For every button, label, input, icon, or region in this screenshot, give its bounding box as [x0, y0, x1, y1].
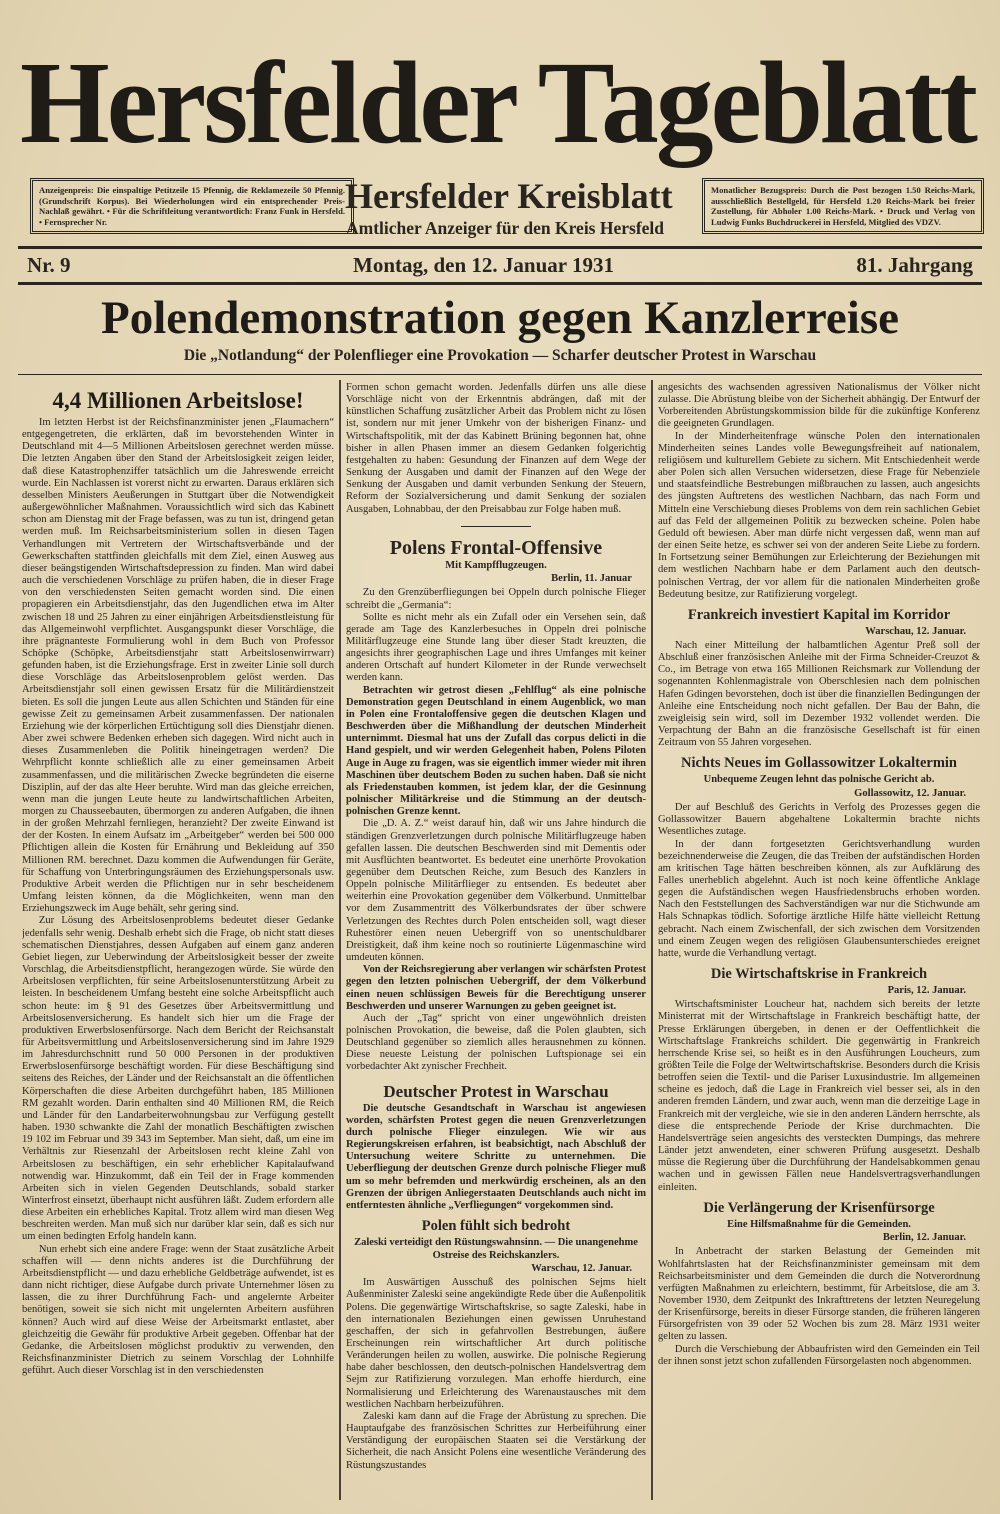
column-divider	[339, 380, 341, 1500]
article-title: Nichts Neues im Gollassowitzer Lokaltermin	[680, 755, 957, 772]
article-paragraph: Zu den Grenzüberfliegungen bei Oppeln durch polnische Flieger schreibt die „Germania“:	[346, 587, 646, 611]
masthead-subtitle-block	[345, 176, 673, 240]
article-paragraph: In Anbetracht der starken Belastung der Gemeinden mit Wohlfahrtslasten hat der Reichsfinanzminister gemeinsam mit dem Reichsarbeitsminister und dem Gemeinden die durch die Notverordnung verfügten Maßnahmen zu erleichtern, bestimmt, für Arbeitslose, die am 3. November 1930, dem Zeitpunkt des Inkrafttretens der letzten Neuregelung der Krisenfürsorge, bereits in dieser Fürsorge standen, die früheren längeren Fürsorgefristen von 39 oder 52 Wochen bis zum 28. März 1931 weiter gelten zu lassen.	[658, 1246, 980, 1343]
article-paragraph: Im letzten Herbst ist der Reichsfinanzminister jenen „Flaumachern“ entgegengetreten, die erklärten, daß im bevorstehenden Winter in Deutschland mit 4—5 Millionen Arbeitslosen gerechnet werden müsse. Die letzten Angaben über den Stand der Arbeitslosigkeit zeigen leider, daß diese Katastrophenziffer tatsächlich um die Jahreswende erreicht wurde. Ein Nachlassen ist vorerst nicht zu erwarten. Daraus erklären sich desselben Ministers Aeußerungen in Stuttgart über die Notwendigkeit außergewöhnlicher Maßnahmen. Voraussichtlich wird sich das Kabinett schon am Dienstag mit der Frage befassen, was zu tun ist, dringend getan werden muß. Im Reichsarbeitsministerium sollen in diesen Tagen Verhandlungen mit Vertretern der Wirtschaftsverbände und der Gewerkschaften stattfinden gleichfalls mit dem Ziel, einen Ausweg aus dieser beängstigenden Wirtschaftsdepression zu finden. Man wird dabei auch die verschiedenen Vorschläge zu prüfen haben, die in dieser Frage von den verschiedensten Seiten gemacht worden sind. Die einen propagieren ein Arbeitsdienstjahr, das den Jugendlichen etwa im Alter zwischen 18 und 25 Jahren zu einer einjährigen Arbeitsdienstleistung für das Allgemeinwohl verpflichtet. Ausgangspunkt dieser Vorschläge, die ihre prägnanteste Formulierung wohl in dem Buch von Professor Schöpke (Schöpke, Arbeitsdienstjahr statt Arbeitslosenwirrwarr) gefunden haben, ist die Erziehungsfrage. Erst in zweiter Linie soll durch diese Vorschläge das Arbeitslosenproblem gelöst werden. Das Arbeitsdienstjahr soll einen gewissen Ersatz für die Militärdienstzeit bieten. Es soll die jungen Leute aus allen Schichten und Ständen für eine gewisse Zeit zu gemeinsamen Arbeit zusammenfassen. Der nationalen Erziehung wie der körperlichen Ertüchtigung soll dies Dienstjahr dienen. Aber zwei schwere Bedenken erheben sich dagegen. Wird nicht auch in dieses Zusammenleben die Politik hineingetragen werden? Die Wehrpflicht konnte schließlich alle zu einer gemeinsamen Arbeit zusammenfassen, und die militärischen Zwecke begründeten die eiserne Disziplin, auf der das alte Heer beruhte. Wird man das gleiche erreichen, wenn man die jungen Leute heute zu landwirtschaftlichen Arbeiten, morgen zu Chausseebauten, übermorgen zu anderen Aufgaben, die ihnen in der großen Mehrzahl fernliegen, heranzieht? Der zweite Einwand ist der der Kosten. In einem Aufsatz im „Arbeitgeber“ werden bei 500 000 Pflichtigen allein die Kosten für Ernährung und Bekleidung auf 350 Millionen RM. berechnet. Dazu kommen die Aufwendungen für Geräte, für Schaffung von Unterbringungsräumen des Erziehungspersonals usw. Produktive Arbeit werden die Pflichtigen nur in sehr bescheidenem Umfang leisten können, da die Möglichkeiten, wenn man den Erziehungszweck im Auge behält, sehr gering sind.	[22, 417, 334, 915]
article-paragraph: Nach einer Mitteilung der halbamtlichen Agentur Preß soll der Abschluß einer französischen Anleihe mit der Firma Schneider-Creuzot & Co., im Betrage von etwa 165 Millionen Reichsmark zur Vollendung der sogenannten Kohlenmagistrale von Oberschlesien nach dem polnischen Hafen Gdingen bevorstehen, doch ist über die finanziellen Bedingungen der Anleihe eine Entscheidung noch nicht gefallen. Der Bau der Bahn, die zweigleisig sein wird, soll im Dezember 1932 vollendet werden. Die Verpachtung der Bahn an die französische Gesellschaft ist für einen Zeitraum von 55 Jahren vorgesehen.	[658, 639, 980, 749]
article-dateline: Berlin, 11. Januar	[551, 573, 632, 585]
article-title: Die Wirtschaftskrise in Frankreich	[710, 966, 928, 983]
article-title: Polens Frontal-Offensive	[389, 536, 603, 559]
masthead-title: Hersfelder Tageblatt	[20, 37, 975, 168]
article-title: Polen fühlt sich bedroht	[421, 1218, 571, 1235]
article-subtitle: Mit Kampfflugzeugen.	[445, 559, 547, 571]
masthead-subtitle: Hersfelder Kreisblatt	[345, 176, 673, 216]
article-dateline: Berlin, 12. Januar.	[882, 1232, 966, 1244]
article-paragraph: Die „D. A. Z.“ weist darauf hin, daß wir uns Jahre hindurch die ständigen Grenzverletzungen durch polnische Militärflugzeuge haben gefallen lassen. Die deutschen Beschwerden sind mit Dementis oder mit Ausflüchten beantwortet. Es bedeutet eine unerhörte Provokation gegenüber dem Deutschen Reiche, zum Besuch des Kanzlers in Oppeln polnische Militärflieger zu entsenden. Es bedeutet aber weiterhin eine Provokation gegenüber dem Völkerbund. Unmittelbar vor dem Zusammentritt des Völkerbundsrates der über schwere Verletzungen des Rechtes durch Polen entscheiden soll, wagt dieser Ruhestörer einen neuen Uebergriff von so unentschuldbarer Dreistigkeit, daß ihm keine noch so routinierte Lügenmaschine wird umdeuten können.	[346, 818, 646, 964]
article-paragraph: angesichts des wachsenden agressiven Nationalismus der Völker nicht zulasse. Die Abrüstung bleibe von der Sicherheit abhängig. Der Entwurf der Vorbereitenden Abrüstungskommission bilde für die zukünftige Konferenz die geeigneten Grundlagen.	[658, 382, 980, 430]
column-2	[346, 382, 646, 1507]
article-subtitle: Zaleski verteidigt den Rüstungswahnsinn. — Die unangenehme Ostreise des Reichskanzlers.	[354, 1237, 638, 1261]
article-paragraph: Zur Lösung des Arbeitslosenproblems bedeutet dieser Gedanke jedenfalls sehr wenig. Deshalb erhebt sich die Frage, ob nicht statt dieses schematischen Dienstjahres, dessen Aufgaben auf einem ganz anderen Gebiet liegen, zur Ueberwindung der Arbeitslosigkeit besser der zweite Vorschlag, die Arbeitsdienstpflicht, herangezogen würde. Sie würde den Arbeitslosen verpflichten, für seine Arbeitslosenunterstützung Arbeit zu leisten. In bescheidenem Umfang besteht eine solche Arbeitspflicht auch schon heute: im § 91 des Gesetzes über Arbeitsvermittlung und Arbeitslosenversicherung. Es handelt sich hier um die Frage der produktiven Erwerbslosenfürsorge. Nach dem Bericht der Reichsanstalt für Arbeitsvermittlung und Arbeitslosenversicherung sind im Jahre 1929 im Jahresdurchschnitt rund 50 000 Personen in der produktiven Erwerbslosenfürsorge beschäftigt worden. Für diese Beschäftigung sind seitens des Reiches, der Länder und der Reichsanstalt an die öffentlichen Körperschaften die diese Arbeiten durchgeführt haben, 185 Millionen RM gezahlt worden. Darin enthalten sind 40 Millionen RM, die Reich und Länder für den Landarbeiterwohnungsbau zur Verfügung gestellt haben. 1930 schwankte die Zahl der monatlich Beschäftigten zwischen 19 102 im Februar und 39 343 im September. Man sieht, daß, um eine im Verhältnis zur Riesenzahl der Arbeitslosen recht kleine Zahl von Arbeitslosen zu beschäftigen, ein sehr erheblicher Kapitalaufwand notwendig war. Hinzukommt, daß ein Teil der in Frage kommenden Arbeiten sich in vielen Gegenden Deutschlands, sobald starker Winterfrost einsetzt, überhaupt nicht ausführen läßt. Zudem erfordern alle diese Arbeiten ein erhebliches Kapital. Trotz allem wird man diesen Weg beschreiten werden. Man muß sich nur darüber klar sein, daß es sich nur um einen bedingten Erfolg handeln kann.	[22, 915, 334, 1243]
article-paragraph: Sollte es nicht mehr als ein Zufall oder ein Versehen sein, daß gerade am Tage des Kanzlerbesuches in Oppeln drei polnische Militärflugzeuge eine Stunde lang über dieser Stadt kreuzten, die angesichts ihrer geographischen Lage und ihres Umfanges mit keiner anderen Ortschaft auf hundert Kilometer in der Runde verwechselt werden kann.	[346, 611, 646, 684]
article-paragraph: In der Minderheitenfrage wünsche Polen den internationalen Minderheiten seines Landes volle Bewegungsfreiheit auf nationalem, religiösem und kulturellem Gebiete zu sichern. Mit Entschiedenheit werde aber Polen sich allen Versuchen widersetzen, diese Frage für Nebenziele und staatsfeindliche Bestrebungen mißbrauchen zu lassen, auch angesichts des jüngsten Auftretens des westlichen Nachbarn, das nach Form und Mitteln eine Verschiebung dieses Problems von dem rein sachlichen Gebiet auf das Feld der allgemeinen Politik zu bezwecken scheine. Polen habe Geduld oft bewiesen. Aber man dürfe nicht vergessen daß, wenn man auf der einen Seite hetze, es schwer sei von der anderen Seite Liebe zu fordern. In Fortsetzung seiner Bemühungen zur Erleichterung der Beziehungen mit dem westlichen Nachbarn habe er dem Parlament auch den deutsch-polnischen Vertrag, der vor allem für die nationalen Minderheiten große Bedeutung besitze, zur Ratifizierung vorgelegt.	[658, 430, 980, 600]
article-paragraph: Im Auswärtigen Ausschuß des polnischen Sejms hielt Außenminister Zaleski seine angekündigte Rede über die Außenpolitik Polens. Die gegenwärtige Wirtschaftskrise, so sagte Zaleski, habe in den internationalen Beziehungen einen gewissen Unruhestand geschaffen, der sich in gefahrvollen Bestrebungen, äußere Erscheinungen rein wirtschaftlicher Art durch politische Veränderungen heilen zu wollen, auswirke. Die polnische Regierung habe daher beschlossen, den deutsch-polnischen Handelsvertrag dem Sejm zur Ratifizierung vorzulegen. Man erhoffe hierdurch, eine Normalisierung und Erleichterung des Warenaustausches mit dem westlichen Nachbarn herbeizuführen.	[346, 1277, 646, 1410]
divider	[18, 246, 982, 249]
article-paragraph: Der auf Beschluß des Gerichts in Verfolg des Prozesses gegen die Gollassowitzer Bauern abgehaltene Lokaltermin brachte nichts Wesentliches zutage.	[658, 802, 980, 838]
article-subtitle: Eine Hilfsmaßnahme für die Gemeinden.	[727, 1218, 911, 1230]
article-paragraph: Auch der „Tag“ spricht von einer ungewöhnlich dreisten polnischen Provokation, die beweise, daß die Polen glaubten, sich Deutschland gegenüber so ziemlich alles herausnehmen zu können. Diese neueste Leistung der polnischen Luftspionage sei ein vorbedachter Akt zynischer Frechheit.	[346, 1012, 646, 1073]
dateline	[25, 250, 975, 280]
article-paragraph: Wirtschaftsminister Loucheur hat, nachdem sich bereits der letzte Ministerrat mit der Wirtschaftslage in Frankreich beschäftigt hatte, der Presse Erklärungen übergeben, in denen er der Oeffentlichkeit die Wirtschaftslage Frankreichs schildert. Die gegenwärtig in Frankreich herrschende Krise sei, so heißt es in den Ausführungen Loucheurs, zum größten Teile die Folge der Weltwirtschaftskrise. Besonders durch die Krisis betroffen seien die Textil- und die Pariser Luxusindustrie. Im allgemeinen scheine es jedoch, daß die Lage in Frankreich viel besser sei, als in den anderen fremden Ländern, und zwar auch, wenn man die derzeitige Lage in Frankreich mit der vergleiche, wie sie in den anderen Ländern herrschte, als diese die entsprechende Periode der Krise durchmachten. Die Handelsverträge seien angesichts des versteckten Dumpings, das mehrere Länder jetzt anwendeten, einer schweren Prüfung ausgesetzt. Deshalb müsse die Regierung über die Durchführung der Handelsabkommen genau wachen und in gewissen Fällen neue Handelsvertragsverhandlungen einleiten.	[658, 999, 980, 1193]
article-paragraph: Durch die Verschiebung der Abbaufristen wird den Gemeinden ein Teil der ihnen sonst jetzt schon zufallenden Fürsorgelasten noch abgenommen.	[658, 1343, 980, 1367]
article-paragraph: Zaleski kam dann auf die Frage der Abrüstung zu sprechen. Die Hauptaufgabe des französischen Schrittes zur Herbeiführung einer Verständigung der europäischen Staaten sei die Verstärkung der Sicherheit, die nach Ansicht Polens eine wesentliche Veränderung des Rüstungszustandes	[346, 1410, 646, 1471]
article-subtitle: Unbequeme Zeugen lehnt das polnische Gericht ab.	[703, 774, 935, 786]
article-title: Deutscher Protest in Warschau	[383, 1081, 609, 1101]
divider	[18, 374, 982, 375]
main-subheadline: Die „Notlandung“ der Polenflieger eine Provokation — Scharfer deutscher Protest in Warschau	[183, 347, 817, 364]
article-paragraph: In der dann fortgesetzten Gerichtsverhandlung wurden bezeichnenderweise die Zeugen, die das Treiben der aufständischen Horden am kritischen Tage hätten beschreiben können, als zur Aufklärung des Falles unerheblich abgelehnt. Auch ist noch keine öffentliche Anklage gegen die Aufständischen wegen Hausfriedensbruchs erhoben worden. Nach den Feststellungen des Sachverständigen war nur die Stichwunde am Hals Schnapkas tödlich. Sofortige ärztliche Hilfe hätte vielleicht Rettung gebracht. Nach einem Zwischenfall, der sich zwischen dem Vorsitzenden und einem Zeugen wegen des religiösen Glaubensunterschiedes ereignet hatte, wurde die Verhandlung vertagt.	[658, 838, 980, 959]
main-headline: Polendemonstration gegen Kanzlerreise	[101, 292, 899, 344]
masthead-tagline: Amtlicher Anzeiger für den Kreis Hersfeld	[345, 218, 665, 238]
separator	[461, 526, 531, 527]
article-title: 4,4 Millionen Arbeitslose!	[52, 388, 304, 413]
article-dateline: Warschau, 12. Januar.	[865, 625, 966, 637]
article-paragraph: Nun erhebt sich eine andere Frage: wenn der Staat zusätzliche Arbeit schaffen will — denn nichts anderes ist die Durchführung der Arbeitsdienstpflicht — und dazu erhebliche Geldbeträge aufwendet, ist es dann nicht richtiger, diese Aufgabe durch private Unternehmer lösen zu lassen, die zu ihrer Durchführung Fach- und angelernte Arbeiter benötigen, soweit sie sich nicht mit ungelernten Arbeitern ausführen können? Auch wird auf diese Weise der Arbeitsmarkt entlastet, aber gleichzeitig die Gewähr für produktive Arbeit gegeben. Offenbar hat der Gedanke, die Arbeitslosen möglichst produktiv zu verwenden, den Reichsfinanzminister Dietrich zu seinem Vorschlag der Lohnhilfe geführt. Auch dieser Vorschlag ist in den verschiedensten	[22, 1243, 334, 1377]
issue-number: Nr. 9	[27, 253, 71, 277]
volume: 81. Jahrgang	[856, 253, 973, 277]
article-dateline: Gollassowitz, 12. Januar.	[854, 787, 966, 799]
article-dateline: Paris, 12. Januar.	[887, 985, 966, 997]
article-paragraph: Betrachten wir getrost diesen „Fehlflug“ als eine polnische Demonstration gegen Deutschland in einem Augenblick, wo man in Polen eine Frontaloffensive gegen die deutschen Klagen und Beschwerden über die Mißhandlung der deutschen Minderheit unternimmt. Diesmal hat uns der Zufall das corpus delicti in die Hand gespielt, und wir werden Gelegenheit haben, Polens Piloten Auge in Auge zu fragen, was sie eigentlich immer wieder mit ihren Maschinen über deutschem Boden zu suchen haben. Daß sie nicht als Friedenstauben kommen, ist jedem klar, der die Gesinnung polnischer Militärkreise und die Stimmung an der deutsch-polnischen Grenze kennt.	[346, 684, 646, 818]
article-title: Frankreich investiert Kapital im Korridor	[687, 606, 951, 623]
advertising-rates-box: Anzeigenpreis: Die einspaltige Petitzeile 15 Pfennig, die Reklamezeile 50 Pfennig. (Grundschrift Korpus). Bei Wiederholungen wird ein entsprechender Preis-Nachlaß gewährt. • Für die Schriftleitung verantwortlich: Franz Funk in Hersfeld. • Fernsprecher Nr.	[30, 178, 354, 234]
article-paragraph: Die deutsche Gesandtschaft in Warschau ist angewiesen worden, schärfsten Protest gegen die neuen Grenzverletzungen durch polnische Flieger einzulegen. Wie wir aus Regierungskreisen erfahren, ist beabsichtigt, nach Abschluß der Untersuchung weitere Schritte zu unternehmen. Die Ueberfliegung der deutschen Grenze durch polnische Flieger muß um so mehr befremden und merkwürdig erscheinen, als an den Grenzen der übrigen Anliegerstaaten Deutschlands auch nicht im entferntesten ähnliche „Verfliegungen“ vorgekommen sind.	[346, 1102, 646, 1211]
column-3	[658, 382, 980, 1507]
article-title: Die Verlängerung der Krisenfürsorge	[703, 1199, 935, 1216]
column-1	[22, 382, 334, 1507]
article-paragraph: Von der Reichsregierung aber verlangen wir schärfsten Protest gegen den letzten polnischen Uebergriff, der dem Völkerbund einen neuen schlüssigen Beweis für die Berechtigung unserer Beschwerden und unserer Warnungen zu geben geeignet ist.	[346, 964, 646, 1012]
subscription-box: Monatlicher Bezugspreis: Durch die Post bezogen 1.50 Reichs-Mark, ausschließlich Bestellgeld, für Hersfeld 1.20 Reichs-Mark bei freier Zustellung, für Abholer 1.00 Reichs-Mark. • Druck und Verlag von Ludwig Funks Buchdruckerei in Hersfeld, Mitglied des VDZV.	[702, 178, 984, 234]
article-dateline: Warschau, 12. Januar.	[531, 1263, 632, 1275]
article-paragraph: Formen schon gemacht worden. Jedenfalls dürfen uns alle diese Vorschläge nicht von der Erkenntnis abdrängen, daß mit der künstlichen Schaffung zusätzlicher Arbeit das Problem nicht zu lösen ist, sondern nur mit jener Umkehr von der bisherigen Finanz- und Wirtschaftspolitik, mit der das Kabinett Brüning begonnen hat, ohne bisher in allen Phasen immer an diesem Gedanken folgerichtig festgehalten zu haben: Gesundung der Finanzen auf dem Wege der Senkung der Ausgaben und damit der Finanzen auf den Wege der Senkung der Ausgaben und damit verbunden Senkung der Steuern, Reform der Sozialversicherung und damit Senkung der sozialen Ausgaben, Lohnabbau, der den Preisabbau zur Folge haben muß.	[346, 382, 646, 515]
divider	[18, 282, 982, 285]
column-divider	[651, 380, 653, 1500]
issue-date: Montag, den 12. Januar 1931	[353, 253, 614, 277]
